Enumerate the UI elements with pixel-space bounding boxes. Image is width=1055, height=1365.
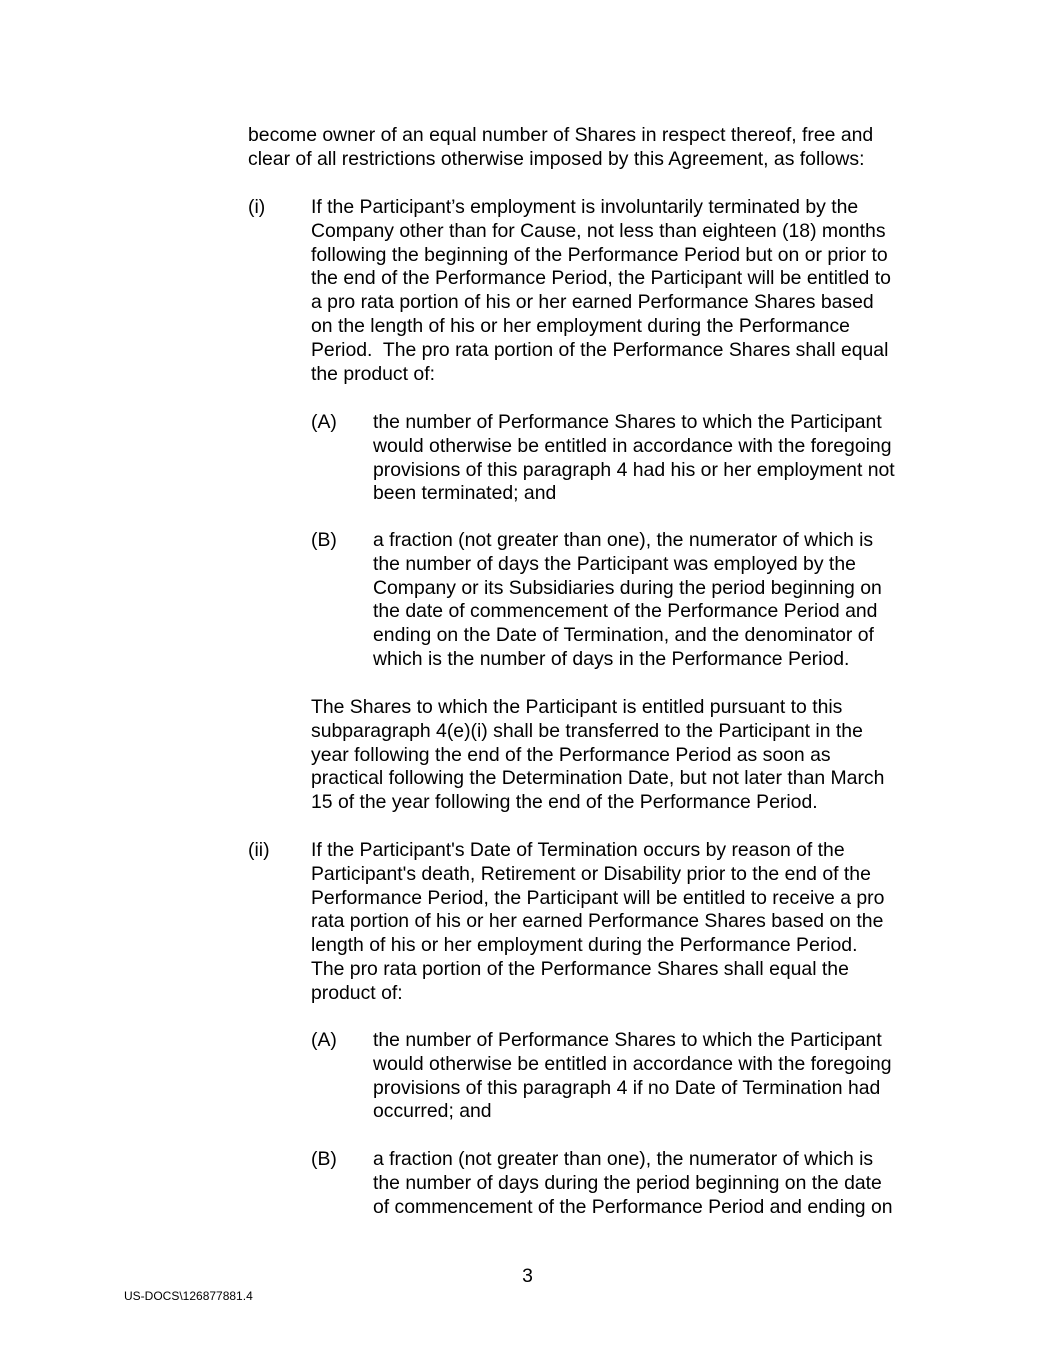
- item-i-line: the product of:: [311, 362, 435, 385]
- item-ii-line: length of his or her employment during the Performance Period.: [311, 934, 858, 957]
- item-i-sub-b-line: a fraction (not greater than one), the numerator of which is: [373, 529, 874, 551]
- item-i-closing-line: The Shares to which the Participant is entitled pursuant to this: [311, 696, 843, 718]
- item-i-paragraph: [311, 196, 891, 386]
- document-id: US-DOCS\126877881.4: [124, 1289, 253, 1303]
- item-ii-sub-a-line: occurred; and: [373, 1100, 492, 1123]
- item-i-label: (i): [248, 196, 266, 218]
- item-i-sub-b-paragraph: [373, 529, 882, 672]
- item-i-closing-line: practical following the Determination Date, but not later than March: [311, 767, 885, 790]
- item-ii-sub-a-paragraph: [373, 1029, 891, 1124]
- item-i-sub-b-line: the number of days the Participant was employed by the: [373, 552, 856, 575]
- item-i-line: on the length of his or her employment during the Performance: [311, 314, 850, 337]
- item-i-closing-line: year following the end of the Performance Period as soon as: [311, 743, 831, 766]
- item-ii-sub-b-line: the number of days during the period beginning on the date: [373, 1171, 882, 1194]
- page-number: 3: [522, 1265, 533, 1287]
- item-ii-line: If the Participant's Date of Termination occurs by reason of the: [311, 839, 845, 861]
- intro-line: become owner of an equal number of Shares in respect thereof, free and: [248, 124, 874, 146]
- item-i-sub-b-line: Company or its Subsidiaries during the period beginning on: [373, 576, 882, 599]
- item-ii-paragraph: [311, 839, 884, 1006]
- item-i-sub-a-line: been terminated; and: [373, 482, 557, 505]
- item-i-closing-line: subparagraph 4(e)(i) shall be transferred to the Participant in the: [311, 719, 863, 742]
- item-i-line: Company other than for Cause, not less than eighteen (18) months: [311, 219, 886, 242]
- item-i-line: If the Participant’s employment is involuntarily terminated by the: [311, 196, 859, 218]
- intro-paragraph: [248, 124, 873, 172]
- item-ii-sub-b-line: a fraction (not greater than one), the numerator of which is: [373, 1148, 874, 1170]
- item-ii-sub-a-label: (A): [311, 1029, 337, 1051]
- item-i-line: following the beginning of the Performance Period but on or prior to: [311, 243, 888, 266]
- item-ii-sub-a-line: would otherwise be entitled in accordance with the foregoing: [373, 1052, 892, 1075]
- intro-line: clear of all restrictions otherwise imposed by this Agreement, as follows:: [248, 147, 865, 170]
- item-i-sub-b-label: (B): [311, 529, 337, 551]
- item-i-sub-a-line: provisions of this paragraph 4 had his or her employment not: [373, 458, 895, 481]
- item-ii-line: Performance Period, the Participant will be entitled to receive a pro: [311, 886, 885, 909]
- item-ii-sub-b-paragraph: [373, 1148, 893, 1219]
- item-i-sub-a-line: the number of Performance Shares to which the Participant: [373, 411, 882, 433]
- item-ii-line: Participant's death, Retirement or Disability prior to the end of the: [311, 862, 871, 885]
- item-i-sub-b-line: the date of commencement of the Performance Period and: [373, 600, 878, 623]
- item-ii-sub-b-label: (B): [311, 1148, 337, 1170]
- item-ii-line: product of:: [311, 981, 403, 1004]
- item-i-sub-a-paragraph: [373, 411, 895, 506]
- item-i-sub-b-line: ending on the Date of Termination, and the denominator of: [373, 624, 874, 647]
- item-i-sub-b-line: which is the number of days in the Performance Period.: [373, 647, 850, 670]
- item-i-line: the end of the Performance Period, the Participant will be entitled to: [311, 267, 891, 290]
- item-ii-label: (ii): [248, 839, 270, 861]
- item-i-sub-a-line: would otherwise be entitled in accordance with the foregoing: [373, 434, 892, 457]
- item-i-closing-paragraph: [311, 696, 884, 815]
- item-i-sub-a-label: (A): [311, 411, 337, 433]
- item-ii-sub-a-line: provisions of this paragraph 4 if no Date of Termination had: [373, 1076, 881, 1099]
- item-ii-sub-a-line: the number of Performance Shares to which the Participant: [373, 1029, 882, 1051]
- item-i-line: Period. The pro rata portion of the Performance Shares shall equal: [311, 338, 889, 361]
- item-ii-sub-b-line: of commencement of the Performance Period and ending on: [373, 1195, 893, 1218]
- item-i-line: a pro rata portion of his or her earned Performance Shares based: [311, 291, 874, 314]
- item-i-closing-line: 15 of the year following the end of the Performance Period.: [311, 791, 818, 814]
- item-ii-line: rata portion of his or her earned Performance Shares based on the: [311, 910, 884, 933]
- item-ii-line: The pro rata portion of the Performance Shares shall equal the: [311, 957, 849, 980]
